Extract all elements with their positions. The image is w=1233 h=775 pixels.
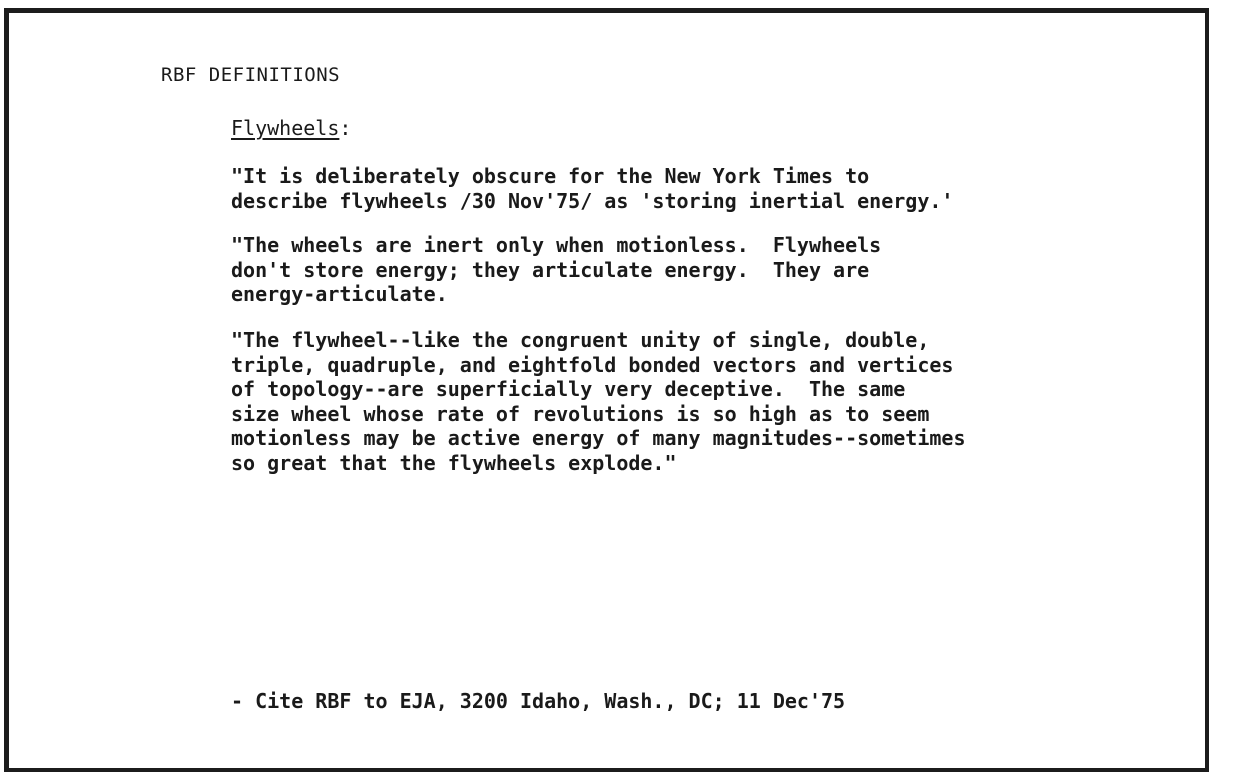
- citation: - Cite RBF to EJA, 3200 Idaho, Wash., DC; 11 Dec'75: [231, 689, 846, 713]
- section-title: [231, 116, 351, 140]
- document-heading: RBF DEFINITIONS: [161, 64, 341, 86]
- quote-paragraph-1: "It is deliberately obscure for the New York Times to describe flywheels /30 Nov'75/ as 'storing inertial energy.': [231, 164, 954, 213]
- quote-paragraph-2: "The wheels are inert only when motionless. Flywheels don't store energy; they articulate energy. They are energy-articulate.: [231, 233, 882, 306]
- section-title-colon: :: [339, 116, 352, 140]
- quote-paragraph-3: "The flywheel--like the congruent unity of single, double, triple, quadruple, and eightfold bonded vectors and vertices of topology--are superficially very deceptive. The same size wheel whose rate of revolutions is so high as to seem motionless may be active energy of many magnitudes--sometimes so great that the flywheels explode.": [231, 328, 966, 475]
- section-title-text: Flywheels: [231, 116, 340, 140]
